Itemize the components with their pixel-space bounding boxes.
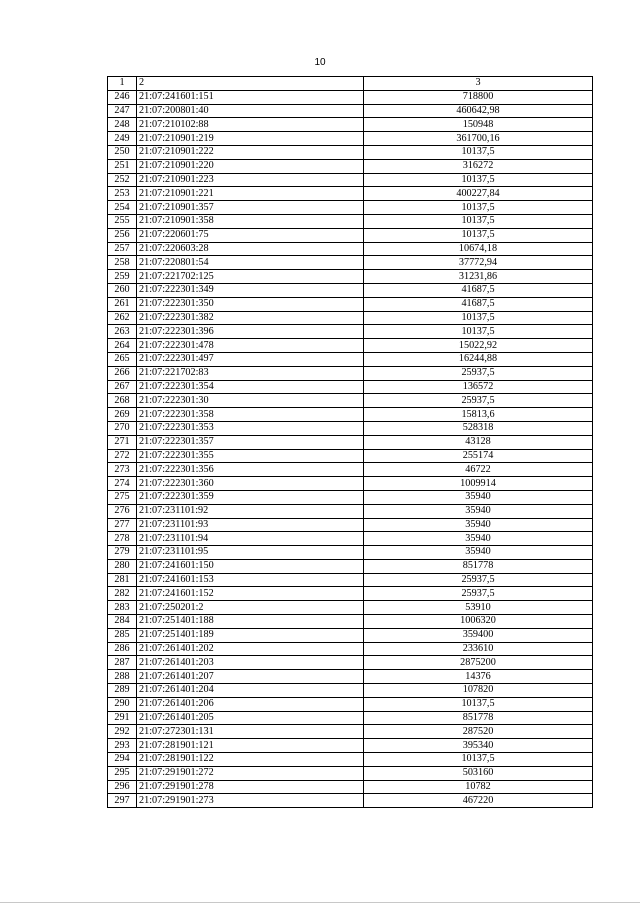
row-number-cell: 255 <box>108 214 137 228</box>
cadastral-values-table <box>107 76 593 808</box>
value-cell: 35940 <box>364 518 593 532</box>
cadastral-number-cell: 21:07:210901:357 <box>137 201 364 215</box>
table-row <box>108 780 593 794</box>
table-row <box>108 697 593 711</box>
cadastral-number-cell: 21:07:210102:88 <box>137 118 364 132</box>
row-number-cell: 259 <box>108 270 137 284</box>
row-number-cell: 257 <box>108 242 137 256</box>
table-row <box>108 352 593 366</box>
table-header-row <box>108 77 593 91</box>
row-number-cell: 266 <box>108 366 137 380</box>
table-row <box>108 684 593 698</box>
cadastral-number-cell: 21:07:200801:40 <box>137 104 364 118</box>
value-cell: 1006320 <box>364 615 593 629</box>
cadastral-number-cell: 21:07:231101:95 <box>137 546 364 560</box>
row-number-cell: 278 <box>108 532 137 546</box>
cadastral-number-cell: 21:07:261401:207 <box>137 670 364 684</box>
cadastral-number-cell: 21:07:221702:125 <box>137 270 364 284</box>
cadastral-number-cell: 21:07:222301:353 <box>137 421 364 435</box>
table-row <box>108 242 593 256</box>
cadastral-number-cell: 21:07:231101:92 <box>137 504 364 518</box>
value-cell: 460642,98 <box>364 104 593 118</box>
table-row <box>108 90 593 104</box>
table-row <box>108 587 593 601</box>
row-number-cell: 287 <box>108 656 137 670</box>
row-number-cell: 254 <box>108 201 137 215</box>
cadastral-number-cell: 21:07:222301:359 <box>137 490 364 504</box>
column-header-cadastral-number: 2 <box>137 77 364 91</box>
cadastral-number-cell: 21:07:210901:221 <box>137 187 364 201</box>
value-cell: 718800 <box>364 90 593 104</box>
row-number-cell: 251 <box>108 159 137 173</box>
cadastral-number-cell: 21:07:222301:349 <box>137 283 364 297</box>
cadastral-number-cell: 21:07:222301:358 <box>137 408 364 422</box>
table-row <box>108 297 593 311</box>
value-cell: 361700,16 <box>364 132 593 146</box>
row-number-cell: 280 <box>108 559 137 573</box>
cadastral-number-cell: 21:07:241601:153 <box>137 573 364 587</box>
row-number-cell: 258 <box>108 256 137 270</box>
cadastral-number-cell: 21:07:220601:75 <box>137 228 364 242</box>
row-number-cell: 263 <box>108 325 137 339</box>
row-number-cell: 297 <box>108 794 137 808</box>
value-cell: 10137,5 <box>364 201 593 215</box>
value-cell: 16244,88 <box>364 352 593 366</box>
table-row <box>108 532 593 546</box>
row-number-cell: 253 <box>108 187 137 201</box>
cadastral-number-cell: 21:07:272301:131 <box>137 725 364 739</box>
cadastral-number-cell: 21:07:210901:220 <box>137 159 364 173</box>
row-number-cell: 272 <box>108 449 137 463</box>
value-cell: 25937,5 <box>364 394 593 408</box>
table-row <box>108 325 593 339</box>
row-number-cell: 286 <box>108 642 137 656</box>
cadastral-number-cell: 21:07:241601:152 <box>137 587 364 601</box>
value-cell: 10674,18 <box>364 242 593 256</box>
table-row <box>108 463 593 477</box>
value-cell: 10137,5 <box>364 697 593 711</box>
value-cell: 400227,84 <box>364 187 593 201</box>
cadastral-number-cell: 21:07:281901:121 <box>137 739 364 753</box>
value-cell: 10137,5 <box>364 228 593 242</box>
table-row <box>108 739 593 753</box>
value-cell: 467220 <box>364 794 593 808</box>
table-row <box>108 380 593 394</box>
value-cell: 10137,5 <box>364 753 593 767</box>
cadastral-number-cell: 21:07:291901:278 <box>137 780 364 794</box>
value-cell: 851778 <box>364 711 593 725</box>
row-number-cell: 250 <box>108 145 137 159</box>
cadastral-number-cell: 21:07:210901:219 <box>137 132 364 146</box>
value-cell: 10137,5 <box>364 173 593 187</box>
table-row <box>108 118 593 132</box>
value-cell: 10137,5 <box>364 214 593 228</box>
table-row <box>108 214 593 228</box>
page-bottom-divider <box>0 902 640 903</box>
row-number-cell: 290 <box>108 697 137 711</box>
row-number-cell: 248 <box>108 118 137 132</box>
row-number-cell: 292 <box>108 725 137 739</box>
cadastral-number-cell: 21:07:261401:205 <box>137 711 364 725</box>
row-number-cell: 246 <box>108 90 137 104</box>
row-number-cell: 270 <box>108 421 137 435</box>
table-row <box>108 173 593 187</box>
value-cell: 43128 <box>364 435 593 449</box>
value-cell: 10137,5 <box>364 311 593 325</box>
page-number: 10 <box>314 57 326 68</box>
table-row <box>108 228 593 242</box>
cadastral-number-cell: 21:07:222301:355 <box>137 449 364 463</box>
table-row <box>108 504 593 518</box>
table-row <box>108 201 593 215</box>
row-number-cell: 264 <box>108 339 137 353</box>
row-number-cell: 291 <box>108 711 137 725</box>
value-cell: 46722 <box>364 463 593 477</box>
value-cell: 503160 <box>364 766 593 780</box>
table-row <box>108 628 593 642</box>
row-number-cell: 293 <box>108 739 137 753</box>
table-row <box>108 518 593 532</box>
row-number-cell: 275 <box>108 490 137 504</box>
cadastral-number-cell: 21:07:231101:94 <box>137 532 364 546</box>
cadastral-number-cell: 21:07:291901:272 <box>137 766 364 780</box>
table-row <box>108 104 593 118</box>
value-cell: 35940 <box>364 532 593 546</box>
cadastral-number-cell: 21:07:261401:206 <box>137 697 364 711</box>
value-cell: 851778 <box>364 559 593 573</box>
row-number-cell: 274 <box>108 477 137 491</box>
row-number-cell: 294 <box>108 753 137 767</box>
value-cell: 10137,5 <box>364 145 593 159</box>
cadastral-number-cell: 21:07:281901:122 <box>137 753 364 767</box>
cadastral-number-cell: 21:07:210901:358 <box>137 214 364 228</box>
value-cell: 35940 <box>364 504 593 518</box>
value-cell: 37772,94 <box>364 256 593 270</box>
cadastral-number-cell: 21:07:220801:54 <box>137 256 364 270</box>
value-cell: 25937,5 <box>364 587 593 601</box>
table-row <box>108 270 593 284</box>
cadastral-number-cell: 21:07:222301:360 <box>137 477 364 491</box>
value-cell: 287520 <box>364 725 593 739</box>
table-row <box>108 753 593 767</box>
row-number-cell: 279 <box>108 546 137 560</box>
table-row <box>108 339 593 353</box>
value-cell: 10782 <box>364 780 593 794</box>
cadastral-number-cell: 21:07:261401:203 <box>137 656 364 670</box>
row-number-cell: 283 <box>108 601 137 615</box>
value-cell: 35940 <box>364 546 593 560</box>
value-cell: 316272 <box>364 159 593 173</box>
table-row <box>108 256 593 270</box>
cadastral-number-cell: 21:07:261401:204 <box>137 684 364 698</box>
cadastral-number-cell: 21:07:241601:150 <box>137 559 364 573</box>
row-number-cell: 247 <box>108 104 137 118</box>
value-cell: 233610 <box>364 642 593 656</box>
row-number-cell: 271 <box>108 435 137 449</box>
cadastral-number-cell: 21:07:222301:30 <box>137 394 364 408</box>
row-number-cell: 273 <box>108 463 137 477</box>
cadastral-number-cell: 21:07:222301:350 <box>137 297 364 311</box>
row-number-cell: 281 <box>108 573 137 587</box>
row-number-cell: 285 <box>108 628 137 642</box>
value-cell: 136572 <box>364 380 593 394</box>
value-cell: 107820 <box>364 684 593 698</box>
cadastral-number-cell: 21:07:221702:83 <box>137 366 364 380</box>
row-number-cell: 269 <box>108 408 137 422</box>
table-row <box>108 159 593 173</box>
value-cell: 41687,5 <box>364 283 593 297</box>
cadastral-number-cell: 21:07:291901:273 <box>137 794 364 808</box>
value-cell: 1009914 <box>364 477 593 491</box>
value-cell: 150948 <box>364 118 593 132</box>
table-row <box>108 656 593 670</box>
row-number-cell: 256 <box>108 228 137 242</box>
row-number-cell: 276 <box>108 504 137 518</box>
row-number-cell: 282 <box>108 587 137 601</box>
row-number-cell: 277 <box>108 518 137 532</box>
cadastral-number-cell: 21:07:210901:223 <box>137 173 364 187</box>
table-row <box>108 725 593 739</box>
table-row <box>108 187 593 201</box>
cadastral-number-cell: 21:07:222301:497 <box>137 352 364 366</box>
table-row <box>108 546 593 560</box>
table-row <box>108 642 593 656</box>
table-row <box>108 394 593 408</box>
cadastral-number-cell: 21:07:250201:2 <box>137 601 364 615</box>
cadastral-number-cell: 21:07:222301:354 <box>137 380 364 394</box>
value-cell: 2875200 <box>364 656 593 670</box>
row-number-cell: 260 <box>108 283 137 297</box>
table-row <box>108 366 593 380</box>
row-number-cell: 252 <box>108 173 137 187</box>
cadastral-number-cell: 21:07:222301:356 <box>137 463 364 477</box>
column-header-value: 3 <box>364 77 593 91</box>
table-row <box>108 490 593 504</box>
cadastral-number-cell: 21:07:220603:28 <box>137 242 364 256</box>
row-number-cell: 267 <box>108 380 137 394</box>
cadastral-number-cell: 21:07:261401:202 <box>137 642 364 656</box>
table-row <box>108 711 593 725</box>
cadastral-number-cell: 21:07:222301:478 <box>137 339 364 353</box>
row-number-cell: 289 <box>108 684 137 698</box>
row-number-cell: 261 <box>108 297 137 311</box>
cadastral-number-cell: 21:07:241601:151 <box>137 90 364 104</box>
value-cell: 25937,5 <box>364 573 593 587</box>
value-cell: 255174 <box>364 449 593 463</box>
table-row <box>108 132 593 146</box>
value-cell: 41687,5 <box>364 297 593 311</box>
value-cell: 31231,86 <box>364 270 593 284</box>
table-row <box>108 766 593 780</box>
cadastral-number-cell: 21:07:210901:222 <box>137 145 364 159</box>
row-number-cell: 284 <box>108 615 137 629</box>
cadastral-number-cell: 21:07:231101:93 <box>137 518 364 532</box>
table-row <box>108 283 593 297</box>
value-cell: 15813,6 <box>364 408 593 422</box>
table-row <box>108 449 593 463</box>
value-cell: 395340 <box>364 739 593 753</box>
value-cell: 359400 <box>364 628 593 642</box>
value-cell: 10137,5 <box>364 325 593 339</box>
table-row <box>108 477 593 491</box>
table-row <box>108 435 593 449</box>
cadastral-number-cell: 21:07:222301:357 <box>137 435 364 449</box>
table-row <box>108 311 593 325</box>
cadastral-number-cell: 21:07:251401:189 <box>137 628 364 642</box>
column-header-number: 1 <box>108 77 137 91</box>
table-body <box>108 90 593 807</box>
value-cell: 53910 <box>364 601 593 615</box>
cadastral-number-cell: 21:07:222301:396 <box>137 325 364 339</box>
row-number-cell: 262 <box>108 311 137 325</box>
table-row <box>108 145 593 159</box>
row-number-cell: 296 <box>108 780 137 794</box>
row-number-cell: 288 <box>108 670 137 684</box>
value-cell: 528318 <box>364 421 593 435</box>
value-cell: 15022,92 <box>364 339 593 353</box>
value-cell: 25937,5 <box>364 366 593 380</box>
row-number-cell: 295 <box>108 766 137 780</box>
cadastral-number-cell: 21:07:251401:188 <box>137 615 364 629</box>
table-row <box>108 421 593 435</box>
row-number-cell: 265 <box>108 352 137 366</box>
row-number-cell: 268 <box>108 394 137 408</box>
table-row <box>108 794 593 808</box>
table-row <box>108 408 593 422</box>
table-row <box>108 559 593 573</box>
value-cell: 35940 <box>364 490 593 504</box>
value-cell: 14376 <box>364 670 593 684</box>
table-row <box>108 670 593 684</box>
table-row <box>108 573 593 587</box>
cadastral-number-cell: 21:07:222301:382 <box>137 311 364 325</box>
table-row <box>108 601 593 615</box>
table-row <box>108 615 593 629</box>
row-number-cell: 249 <box>108 132 137 146</box>
